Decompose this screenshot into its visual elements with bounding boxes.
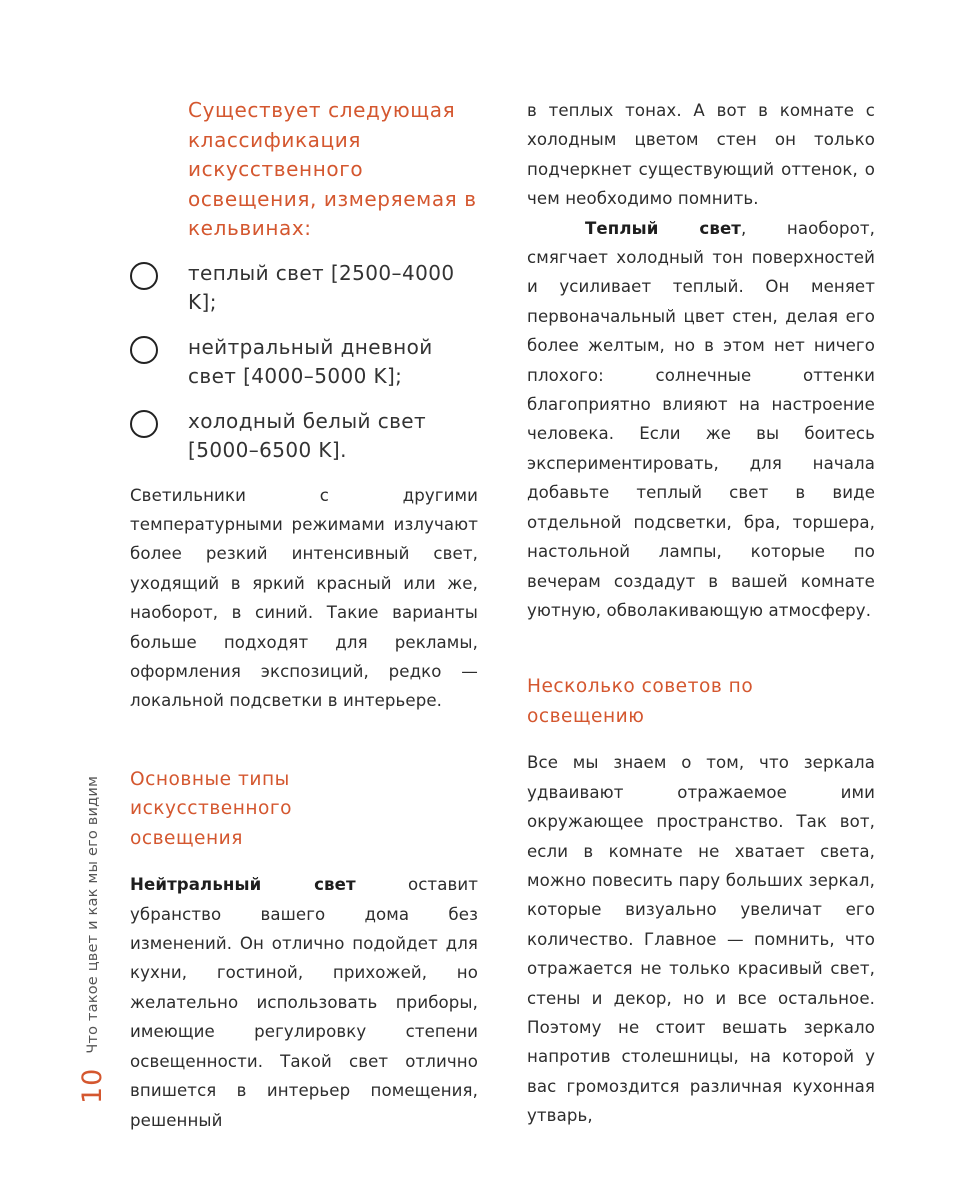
left-column <box>130 96 478 1135</box>
paragraph: в теплых тонах. А вот в комнате с холодным цветом стен он только подчеркнет существующий оттенок, о чем необходимо помнить. <box>527 101 875 209</box>
right-column <box>527 96 875 1131</box>
section-heading: Несколько советов по освещению <box>527 676 754 727</box>
paragraph-text: , наоборот, смягчает холодный тон поверхностей и усиливает теплый. Он меняет первоначальный цвет стен, делая его более желтым, но в этом нет ничего плохого: солнечные оттенки благоприятно влияют на настроение человека. Если же вы боитесь экспериментировать, для начала добавьте теплый свет в виде отдельной подсветки, бра, торшера, настольной лампы, которые по вечерам создадут в вашей комнате уютную, обволакивающую атмосферу. <box>527 218 875 620</box>
list-item-text: холодный белый свет [5000–6500 K]. <box>188 408 427 462</box>
list-item <box>130 407 478 466</box>
list-item <box>130 259 478 318</box>
classification-intro: Существует следующая классификация искусственного освещения, измеряемая в кельвинах: <box>188 98 477 240</box>
page-number: 10 <box>77 1067 108 1104</box>
running-title: Что такое цвет и как мы его видим <box>85 775 101 1054</box>
circle-bullet-icon <box>130 262 158 290</box>
bold-term: Теплый свет <box>585 218 742 238</box>
section-heading: Основные типы искусственного освещения <box>130 768 293 849</box>
paragraph: Светильники с другими температурными режимами излучают более резкий интенсивный свет, уходящий в яркий красный или же, наоборот, в синий. Такие варианты больше подходят для рекламы, оформления экспозиций, редко — локальной подсветки в интерьере. <box>130 485 478 711</box>
circle-bullet-icon <box>130 336 158 364</box>
kelvin-list <box>130 259 478 466</box>
list-item <box>130 333 478 392</box>
list-item-text: теплый свет [2500–4000 K]; <box>188 260 455 314</box>
paragraph: Все мы знаем о том, что зеркала удваивают отражаемое ими окружающее пространство. Так вот, если в комнате не хватает света, можно повесить пару больших зеркал, которые визуально увеличат его количество. Главное — помнить, что отражается не только красивый свет, стены и декор, но и все остальное. Поэтому не стоит вешать зеркало напротив столешницы, на которой у вас громоздится различная кухонная утварь, <box>527 753 875 1126</box>
list-item-text: нейтральный дневной свет [4000–5000 K]; <box>188 334 433 388</box>
bold-term: Нейтральный свет <box>130 875 356 895</box>
circle-bullet-icon <box>130 410 158 438</box>
paragraph <box>130 870 478 1135</box>
page-footer-vertical <box>78 776 108 1104</box>
paragraph-text: оставит убранство вашего дома без изменений. Он отлично подойдет для кухни, гостиной, прихожей, но желательно использовать приборы, имеющие регулировку степени освещенности. Такой свет отлично впишется в интерьер помещения, решенный <box>130 875 478 1130</box>
paragraph <box>527 214 875 626</box>
